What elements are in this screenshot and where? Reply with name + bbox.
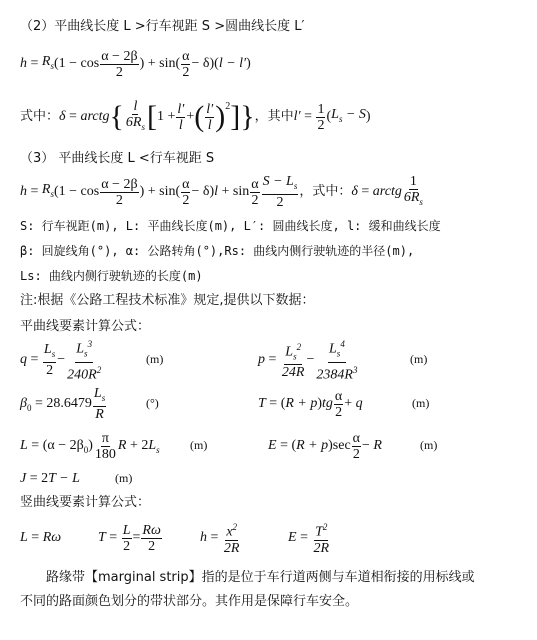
formula-where-label: ，其中 <box>254 109 294 124</box>
definition-line-1: S: 行车视距(m), L: 平曲线长度(m), L′: 圆曲线长度, l: 缓和曲线长度 <box>20 219 441 233</box>
unit-J: (m) <box>115 471 133 485</box>
formula-T: T = ( R + p ) tg $\frac{\alpha}{2}$ + q <box>258 388 363 420</box>
definition-line-2: β: 回旋线角(°), α: 公路转角(°),Rs: 曲线内侧行驶轨迹的半径(m), <box>20 244 415 258</box>
definition-line-3: Ls: 曲线内侧行驶轨迹的长度(m) <box>20 269 203 283</box>
section-vertical-title: 竖曲线要素计算公式： <box>20 495 151 510</box>
formula-vertical-L: L = Rω <box>20 530 62 545</box>
formula-q: q = $\frac{L_s}{2}$ − $\frac{L_s^3}{240R^2}$ <box>20 339 102 383</box>
formula-beta0: $\beta_0$ = 28.6479 $\frac{L_s}{R}$ <box>20 386 106 422</box>
formula-vertical-h: h = $\frac{x^2}{2R}$ <box>200 522 240 556</box>
formula-h-case-2: h = $R_s$ (1 − cos $\frac{\alpha - 2\beta}{2}$ ) + sin( $\frac{\alpha}{2}$ − δ)( l − l′ ) <box>20 48 251 80</box>
formula-delta-case-2: 式中： δ = arctg { $\frac{l}{6R_s}$ [ 1 + $\frac{l'}{l}$ + ( $\frac{l'}{l}$ ) $^2$ ] } ，其中 l′ = $\frac{1}{2}$ ( $L_s - S$ ) <box>20 99 371 133</box>
heading-case-3: （3） 平曲线长度 L <行车视距 S <box>20 151 215 166</box>
note-text: 注:根据《公路工程技术标准》规定,提供以下数据： <box>20 293 315 308</box>
formula-h-case-3: h = $R_s$ (1 − cos $\frac{\alpha - 2\beta}{2}$ ) + sin( $\frac{\alpha}{2}$ − δ) l + sin $\frac{\alpha}{2}$ $\frac{S - L_s}{2}$ ，式中： δ = arctg $\frac{1}{6R_s}$ <box>20 174 423 210</box>
formula-vertical-T: T = $\frac{L}{2}$ = $\frac{R\omega}{2}$ <box>98 522 161 554</box>
section-horizontal-title: 平曲线要素计算公式： <box>20 319 151 334</box>
formula-J: J = 2 T − L <box>20 471 80 486</box>
formula-vertical-E: E = $\frac{T^2}{2R}$ <box>288 522 330 556</box>
formula-L: L = $(\alpha - 2\beta_0)$ $\frac{\pi}{180}$ R + 2 $L_s$ <box>20 430 160 462</box>
heading-case-2: （2）平曲线长度 L >行车视距 S >圆曲线长度 L′ <box>20 19 305 34</box>
unit-L: (m) <box>190 438 208 452</box>
formula-prefix-label: 式中： <box>20 109 60 124</box>
unit-T: (m) <box>412 396 430 410</box>
unit-E: (m) <box>420 438 438 452</box>
marginal-strip-paragraph <box>20 566 525 614</box>
paragraph-line-2: 不同的路面颜色划分的带状部分。其作用是保障行车安全。 <box>20 594 359 609</box>
unit-p: (m) <box>410 352 428 366</box>
paragraph-line-1: 路缘带【marginal strip】指的是位于车行道两侧与车道相衔接的用标线或 <box>46 570 475 585</box>
unit-beta0: (°) <box>146 396 159 410</box>
unit-q: (m) <box>146 352 164 366</box>
formula-where-label-3: ，式中： <box>299 184 352 199</box>
formula-p: p = $\frac{L_s^2}{24R}$ − $\frac{L_s^4}{2384R^3}$ <box>258 339 358 383</box>
formula-E: E = ( R + p )sec $\frac{\alpha}{2}$ − R <box>268 430 382 462</box>
